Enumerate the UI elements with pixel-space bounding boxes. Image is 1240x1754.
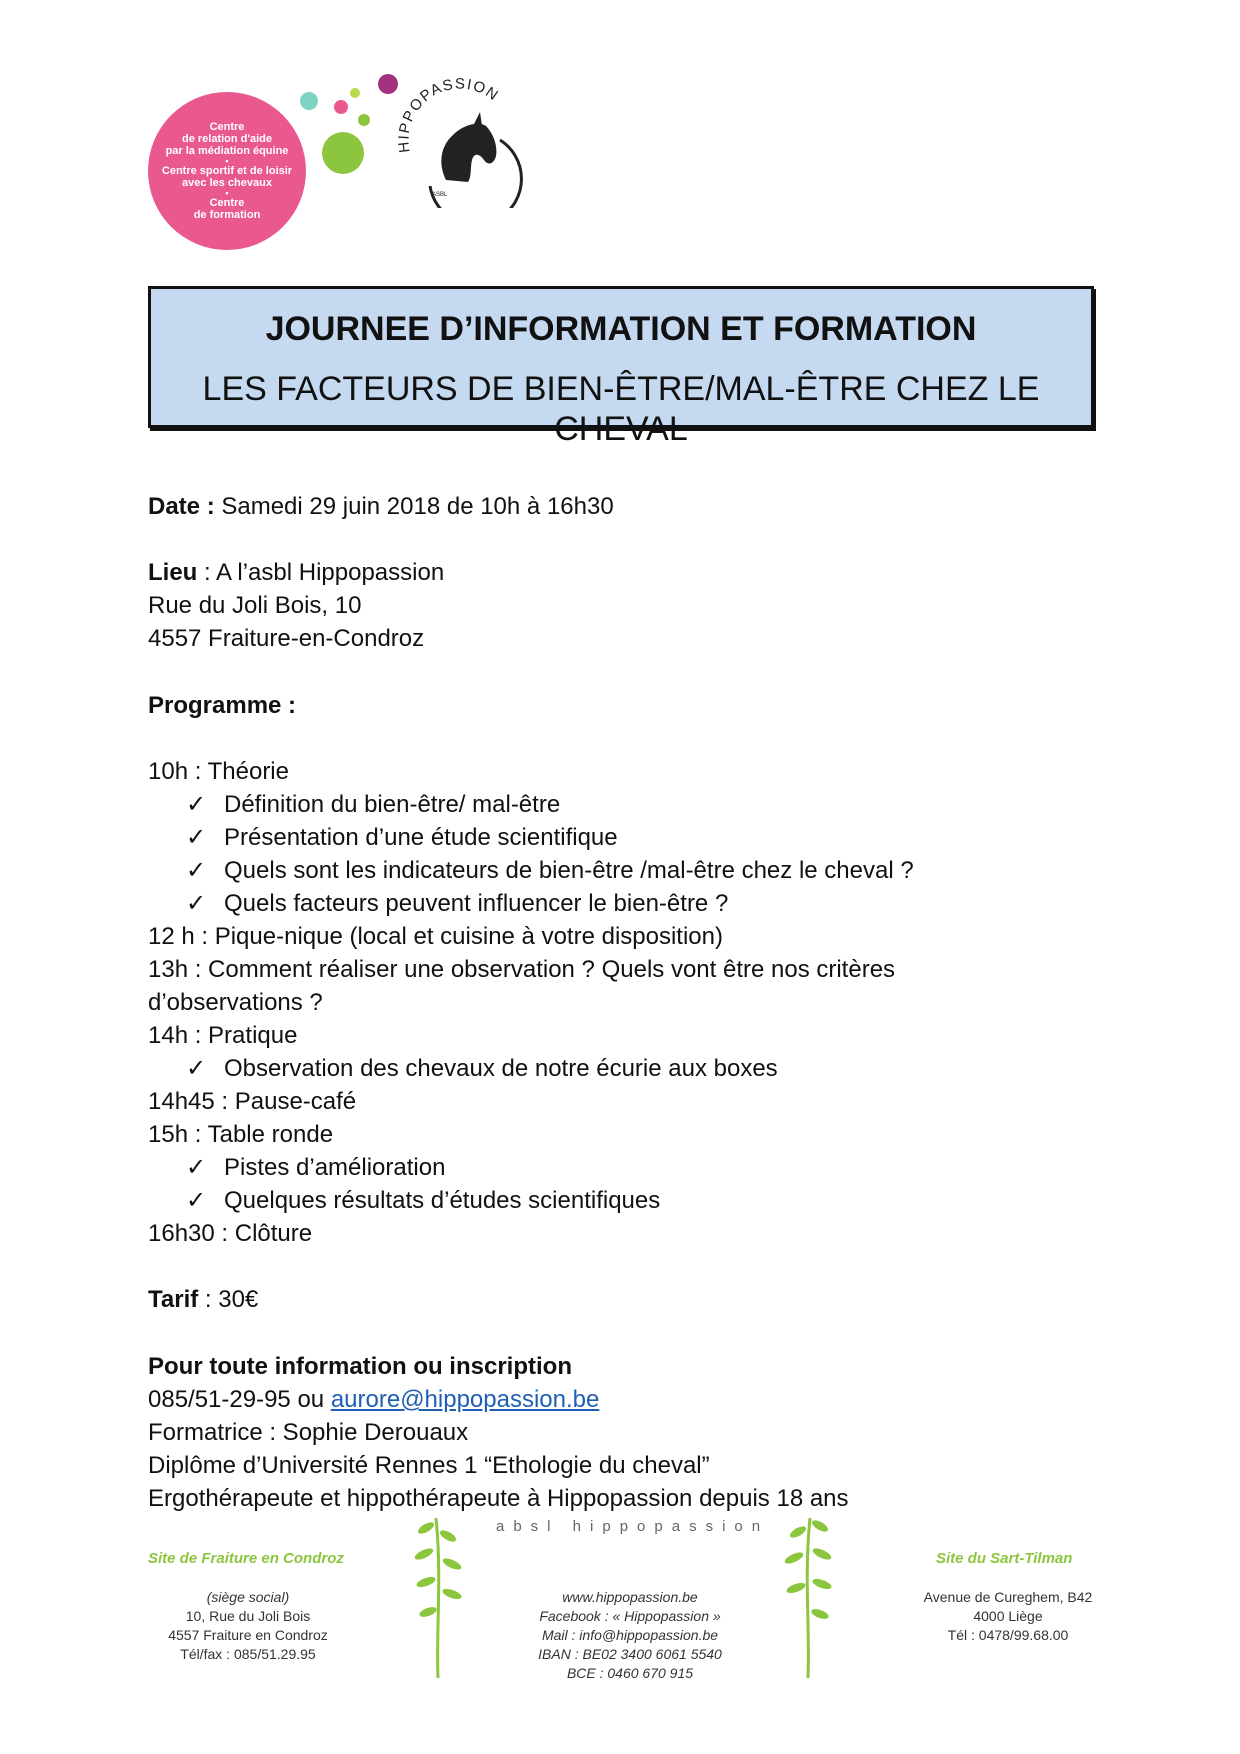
logo-asbl-mark: ASBL xyxy=(432,192,448,198)
footer-left-block xyxy=(148,1588,348,1664)
tarif-label: Tarif xyxy=(148,1286,199,1313)
logo-tagline-line: de formation xyxy=(193,209,261,221)
logo-tagline-line: de relation d'aide xyxy=(181,133,273,145)
programme-pause: 14h45 : Pause-café xyxy=(148,1088,357,1115)
footer-brand: absl hippopassion xyxy=(496,1518,770,1535)
footer-line: Mail : info@hippopassion.be xyxy=(541,1627,719,1643)
lieu-value: : A l’asbl Hippopassion xyxy=(197,559,445,586)
programme-heading: Programme : xyxy=(148,692,297,719)
check-icon: ✓ xyxy=(186,857,207,884)
title-box xyxy=(148,286,1094,448)
diplome: Diplôme d’Université Rennes 1 “Ethologie du cheval” xyxy=(148,1452,710,1479)
plant-icon xyxy=(398,1508,478,1678)
footer-line: BCE : 0460 670 915 xyxy=(566,1665,694,1681)
lieu-address-street: Rue du Joli Bois, 10 xyxy=(148,592,362,619)
check-icon: ✓ xyxy=(186,791,207,818)
contact-phone: 085/51-29-95 ou xyxy=(148,1386,331,1413)
footer-line: 4557 Fraiture en Condroz xyxy=(168,1627,328,1643)
check-icon: ✓ xyxy=(186,824,207,851)
lieu-label: Lieu xyxy=(148,559,198,586)
programme-cloture: 16h30 : Clôture xyxy=(148,1220,313,1247)
logo-bubble-lime xyxy=(350,88,360,98)
logo-bubble-green-small xyxy=(358,114,370,126)
list-item: Observation des chevaux de notre écurie aux boxes xyxy=(224,1055,778,1082)
check-icon: ✓ xyxy=(186,1055,207,1082)
contact-phone-line xyxy=(148,1383,599,1416)
list-item: Pistes d’amélioration xyxy=(224,1154,446,1181)
date-label: Date : xyxy=(148,493,215,520)
tarif-line xyxy=(148,1283,258,1316)
date-line xyxy=(148,490,614,523)
footer-right-title: Site du Sart-Tilman xyxy=(936,1550,1073,1567)
footer-line: Facebook : « Hippopassion » xyxy=(539,1608,721,1624)
tarif-value: : 30€ xyxy=(198,1286,259,1313)
footer-left-title: Site de Fraiture en Condroz xyxy=(148,1550,344,1567)
footer-right-block xyxy=(908,1588,1108,1645)
logo-tagline-bullet: • xyxy=(225,188,229,198)
logo-bubble-pink xyxy=(334,100,348,114)
logo-tagline-line: par la médiation équine xyxy=(165,145,289,157)
check-icon: ✓ xyxy=(186,1187,207,1214)
logo-tagline-line: Centre xyxy=(209,197,245,209)
contact-heading: Pour toute information ou inscription xyxy=(148,1353,572,1380)
email-link[interactable]: aurore@hippopassion.be xyxy=(330,1386,600,1413)
logo-tagline-line: Centre sportif et de loisir xyxy=(161,165,293,177)
programme-pique-nique: 12 h : Pique-nique (local et cuisine à votre disposition) xyxy=(148,923,723,950)
experience: Ergothérapeute et hippothérapeute à Hippopassion depuis 18 ans xyxy=(148,1485,849,1512)
footer-line: Tél : 0478/99.68.00 xyxy=(947,1627,1069,1643)
programme-table-ronde: 15h : Table ronde xyxy=(148,1121,334,1148)
programme-pratique: 14h : Pratique xyxy=(148,1022,298,1049)
programme-observation-cont: d’observations ? xyxy=(148,989,323,1016)
footer-line: Tél/fax : 085/51.29.95 xyxy=(180,1646,316,1662)
lieu-line xyxy=(148,556,444,589)
document-subtitle: LES FACTEURS DE BIEN-ÊTRE/MAL-ÊTRE CHEZ LE CHEVAL xyxy=(202,370,1040,448)
formatrice: Formatrice : Sophie Derouaux xyxy=(148,1419,469,1446)
logo-tagline-bullet: • xyxy=(225,156,229,166)
logo-brand-arc: HIPPOPASSION xyxy=(395,75,503,154)
list-item: Quels sont les indicateurs de bien-être /mal-être chez le cheval ? xyxy=(224,857,914,884)
programme-observation: 13h : Comment réaliser une observation ? Quels vont être nos critères xyxy=(148,956,896,983)
check-icon: ✓ xyxy=(186,890,207,917)
footer-line: www.hippopassion.be xyxy=(562,1589,698,1605)
footer-line: 10, Rue du Joli Bois xyxy=(185,1608,311,1624)
logo-tagline-line: Centre xyxy=(209,121,245,133)
programme-theorie: 10h : Théorie xyxy=(148,758,289,785)
check-icon: ✓ xyxy=(186,1154,207,1181)
list-item: Définition du bien-être/ mal-être xyxy=(224,791,561,818)
footer-line: (siège social) xyxy=(206,1589,290,1605)
date-value: Samedi 29 juin 2018 de 10h à 16h30 xyxy=(214,493,614,520)
document-title: JOURNEE D’INFORMATION ET FORMATION xyxy=(265,310,977,348)
logo-tagline-circle xyxy=(148,92,306,250)
list-item: Quelques résultats d’études scientifiques xyxy=(224,1187,661,1214)
footer-line: IBAN : BE02 3400 6061 5540 xyxy=(538,1646,722,1662)
logo-bubble-teal xyxy=(300,92,318,110)
footer-line: Avenue de Cureghem, B42 xyxy=(923,1589,1093,1605)
list-item: Présentation d’une étude scientifique xyxy=(224,824,618,851)
horse-head-logo xyxy=(388,68,526,208)
lieu-address-city: 4557 Fraiture-en-Condroz xyxy=(148,625,425,652)
logo-tagline-line: avec les chevaux xyxy=(182,177,272,189)
logo-bubble-green xyxy=(322,132,364,174)
footer-line: 4000 Liège xyxy=(973,1608,1043,1624)
plant-icon xyxy=(768,1508,848,1678)
list-item: Quels facteurs peuvent influencer le bien-être ? xyxy=(224,890,729,917)
footer-center-block xyxy=(520,1588,740,1683)
